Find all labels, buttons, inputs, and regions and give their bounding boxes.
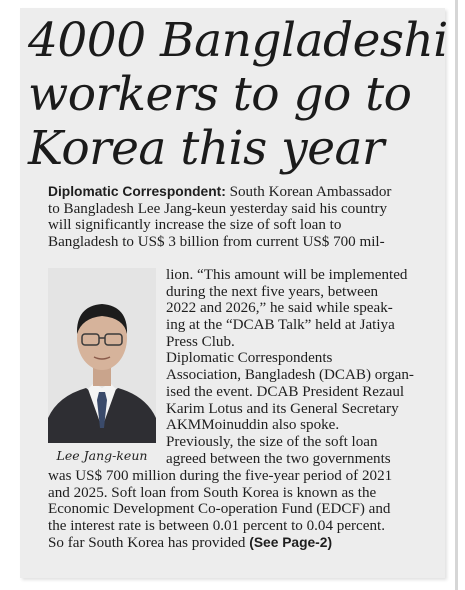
headline xyxy=(28,13,448,176)
article-intro xyxy=(48,184,438,251)
article-line: AKMMoinuddin also spoke. xyxy=(166,417,340,434)
article-line: So far South Korea has provided xyxy=(48,534,250,551)
article-line: Diplomatic Correspondents xyxy=(166,350,333,367)
article-line: agreed between the two governments xyxy=(166,450,391,467)
intro-line: to Bangladesh Lee Jang-keun yesterday said his country xyxy=(48,200,388,217)
article-column xyxy=(166,267,436,467)
article-line: the interest rate is between 0.01 percent to 0.04 percent. xyxy=(48,518,385,535)
article-line: Previously, the size of the soft loan xyxy=(166,433,378,450)
article-line: lion. “This amount will be implemented xyxy=(166,267,408,283)
article-line: Karim Lotus and its General Secretary xyxy=(166,400,399,417)
article-line: Press Club. xyxy=(166,333,235,350)
article-line: 2022 and 2026,” he said while speak- xyxy=(166,300,393,317)
article-line: and 2025. Soft loan from South Korea is known as the xyxy=(48,484,377,501)
article-line: ised the event. DCAB President Rezaul xyxy=(166,383,405,400)
article-line: Economic Development Co-operation Fund (EDCF) and xyxy=(48,501,391,518)
intro-text: South Korean Ambassador xyxy=(225,184,392,200)
page-edge xyxy=(455,0,465,590)
photo-caption: Lee Jang-keun xyxy=(56,448,148,463)
intro-line: will significantly increase the size of soft loan to xyxy=(48,217,342,234)
article-line: ing at the “DCAB Talk” held at Jatiya xyxy=(166,317,395,334)
article-line: during the next five years, between xyxy=(166,283,379,300)
headline-line: workers to go to xyxy=(28,67,412,122)
byline: Diplomatic Correspondent: xyxy=(48,184,226,199)
article-line: Association, Bangladesh (DCAB) organ- xyxy=(166,367,414,384)
portrait-photo xyxy=(48,268,156,443)
headline-line: Korea this year xyxy=(28,121,384,176)
intro-line: Bangladesh to US$ 3 billion from current US$ 700 mil- xyxy=(48,234,385,251)
article-line: was US$ 700 million during the five-year period of 2021 xyxy=(48,468,393,484)
continued-reference: (See Page-2) xyxy=(249,534,333,550)
headline-line: 4000 Bangladeshi xyxy=(28,13,448,68)
article-lower xyxy=(48,468,448,551)
